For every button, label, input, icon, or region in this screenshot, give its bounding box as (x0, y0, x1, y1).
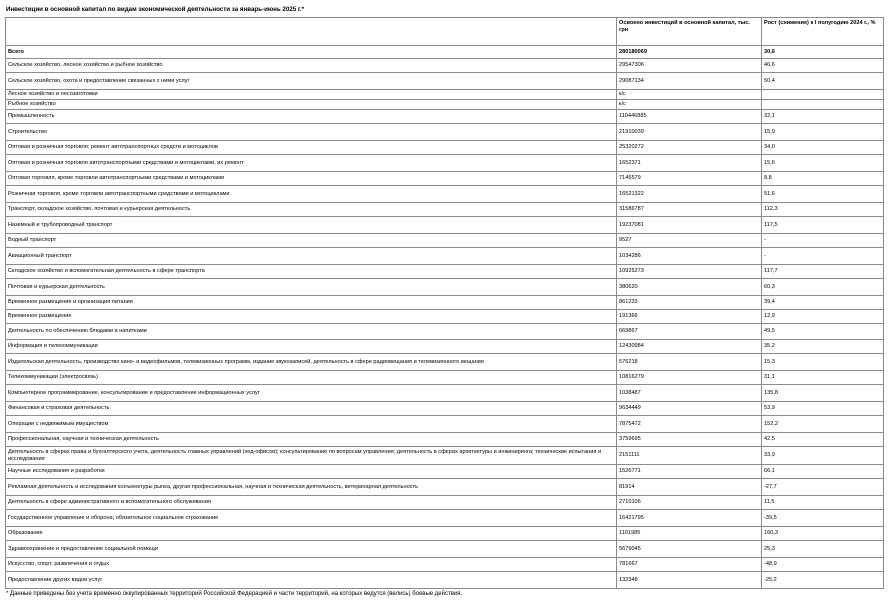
row-activity-name: Авиационный транспорт (6, 248, 617, 265)
table-row (6, 73, 884, 90)
row-invested-value: 81914 (617, 479, 762, 496)
row-growth-value: 11,5 (762, 496, 884, 510)
row-invested-value: к/с (617, 90, 762, 100)
table-row (6, 59, 884, 73)
row-activity-name: Рекламная деятельность и исследования конъюнктуры рынка, другая профессиональная, научная и техническая деятельность, ветеринарная деятельность (6, 479, 617, 496)
row-growth-value: 31,1 (762, 371, 884, 385)
table-row (6, 558, 884, 572)
row-invested-value: 5679045 (617, 541, 762, 558)
row-invested-value: 29547306 (617, 59, 762, 73)
row-activity-name: Государственное управление и оборона; обязательное социальное страхование (6, 510, 617, 527)
row-growth-value: 152,2 (762, 416, 884, 433)
row-growth-value (762, 90, 884, 100)
row-activity-name: Научные исследования и разработки (6, 465, 617, 479)
row-growth-value: 112,3 (762, 203, 884, 217)
table-row (6, 324, 884, 340)
row-activity-name: Деятельность в сферах права и бухгалтерского учета, деятельность главных управлений (хед-офисов); консультирование по вопросам управления; деятельность в сферах архитектуры и инжиниринга; технические испытания и исследования (6, 447, 617, 465)
row-invested-value: 7875472 (617, 416, 762, 433)
table-row (6, 340, 884, 354)
table-row (6, 141, 884, 155)
row-growth-value: 160,3 (762, 527, 884, 541)
row-activity-name: Лесное хозяйство и лесозаготовки (6, 90, 617, 100)
row-growth-value: -39,5 (762, 510, 884, 527)
row-invested-value: 25320272 (617, 141, 762, 155)
row-activity-name: Строительство (6, 124, 617, 141)
row-invested-value: 861233 (617, 296, 762, 310)
table-row (6, 124, 884, 141)
row-invested-value: 7146579 (617, 172, 762, 186)
row-growth-value: -27,7 (762, 479, 884, 496)
row-growth-value: 32,1 (762, 110, 884, 124)
table-row (6, 371, 884, 385)
row-invested-value: 16521322 (617, 186, 762, 203)
table-row (6, 172, 884, 186)
row-activity-name: Сельское хозяйство, охота и предоставление связанных с ними услуг (6, 73, 617, 90)
table-row (6, 541, 884, 558)
table-row (6, 447, 884, 465)
row-activity-name: Транспорт, складское хозяйство, почтовая и курьерская деятельность (6, 203, 617, 217)
row-growth-value: 42,5 (762, 433, 884, 447)
row-activity-name: Предоставление других видов услуг (6, 572, 617, 589)
row-invested-value: 1101985 (617, 527, 762, 541)
row-invested-value: 31586787 (617, 203, 762, 217)
table-row (6, 402, 884, 416)
row-activity-name: Рыбное хозяйство (6, 100, 617, 110)
row-invested-value: 781667 (617, 558, 762, 572)
row-activity-name: Складское хозяйство и вспомогательная деятельность в сфере транспорта (6, 265, 617, 279)
row-activity-name: Оптовая и розничная торговля; ремонт автотранспортных средств и мотоциклов (6, 141, 617, 155)
row-activity-name: Всего (6, 46, 617, 59)
row-activity-name: Здравоохранение и предоставление социальной помощи (6, 541, 617, 558)
table-row (6, 100, 884, 110)
table-row (6, 572, 884, 589)
table-row (6, 110, 884, 124)
row-activity-name: Операции с недвижимым имуществом (6, 416, 617, 433)
row-activity-name: Информация и телекоммуникации (6, 340, 617, 354)
table-row (6, 385, 884, 402)
row-growth-value (762, 100, 884, 110)
table-row (6, 155, 884, 172)
table-row (6, 310, 884, 324)
header-growth: Рост (снижение) к I полугодию 2024 г., % (762, 18, 884, 46)
table-row (6, 496, 884, 510)
table-row (6, 296, 884, 310)
row-invested-value: 669867 (617, 324, 762, 340)
row-invested-value: 9634449 (617, 402, 762, 416)
table-row (6, 186, 884, 203)
row-invested-value: 1652371 (617, 155, 762, 172)
row-growth-value: 25,3 (762, 541, 884, 558)
investment-table (5, 17, 884, 589)
row-activity-name: Оптовая торговля, кроме торговли автотранспортными средствами и мотоциклами (6, 172, 617, 186)
row-invested-value: 9527 (617, 234, 762, 248)
row-invested-value: 12430984 (617, 340, 762, 354)
row-invested-value: 191366 (617, 310, 762, 324)
row-growth-value: 135,8 (762, 385, 884, 402)
row-growth-value: 53,9 (762, 402, 884, 416)
table-row (6, 416, 884, 433)
row-growth-value: 51,6 (762, 186, 884, 203)
row-growth-value: 12,9 (762, 310, 884, 324)
row-activity-name: Водный транспорт (6, 234, 617, 248)
table-row (6, 527, 884, 541)
table-row (6, 465, 884, 479)
row-invested-value: 2710106 (617, 496, 762, 510)
row-activity-name: Оптовая и розничная торговля автотранспортными средствами и мотоциклами, их ремонт (6, 155, 617, 172)
header-invested: Освоено инвестиций в основной капитал, тыс. грн (617, 18, 762, 46)
row-growth-value: 49,5 (762, 324, 884, 340)
row-activity-name: Деятельность по обеспечению блюдами и напитками (6, 324, 617, 340)
table-body (6, 46, 884, 589)
row-growth-value: 60,3 (762, 279, 884, 296)
row-growth-value: 33,9 (762, 447, 884, 465)
table-row (6, 217, 884, 234)
row-activity-name: Наземный и трубопроводный транспорт (6, 217, 617, 234)
row-activity-name: Издательская деятельность, производство кино- и видеофильмов, телевизионных программ, издание звукозаписей, деятельность в сфере радиовещания и телевизионного вещания (6, 354, 617, 371)
table-row (6, 203, 884, 217)
row-activity-name: Деятельность в сфере административного и вспомогательного обслуживания (6, 496, 617, 510)
row-growth-value: 15,3 (762, 354, 884, 371)
row-invested-value: 1526771 (617, 465, 762, 479)
row-growth-value: 15,9 (762, 124, 884, 141)
row-growth-value: 34,0 (762, 141, 884, 155)
row-growth-value: - (762, 234, 884, 248)
row-growth-value: 15,6 (762, 155, 884, 172)
row-growth-value: 117,7 (762, 265, 884, 279)
row-activity-name: Временное размещение и организация питания (6, 296, 617, 310)
table-row (6, 248, 884, 265)
row-activity-name: Промышленность (6, 110, 617, 124)
table-row (6, 90, 884, 100)
row-growth-value: 46,6 (762, 59, 884, 73)
row-growth-value: - (762, 248, 884, 265)
row-activity-name: Профессиональная, научная и техническая деятельность (6, 433, 617, 447)
row-activity-name: Почтовая и курьерская деятельность (6, 279, 617, 296)
row-growth-value: 117,5 (762, 217, 884, 234)
table-row (6, 510, 884, 527)
row-growth-value: 30,6 (762, 46, 884, 59)
row-invested-value: 29087134 (617, 73, 762, 90)
header-activity (6, 18, 617, 46)
row-invested-value: 110446885 (617, 110, 762, 124)
row-activity-name: Временное размещение (6, 310, 617, 324)
row-invested-value: 10925273 (617, 265, 762, 279)
footnote: * Данные приведены без учета временно оккупированных территорий Российской Федерацией и части территорий, на которых ведутся (велись) боевые действия. (6, 591, 463, 597)
row-invested-value: 132348 (617, 572, 762, 589)
row-activity-name: Сельское хозяйство, лесное хозяйство и рыбное хозяйство (6, 59, 617, 73)
row-growth-value: 50,4 (762, 73, 884, 90)
table-row (6, 46, 884, 59)
table-row (6, 234, 884, 248)
row-activity-name: Телекоммуникации (электросвязь) (6, 371, 617, 385)
row-activity-name: Образование (6, 527, 617, 541)
row-activity-name: Компьютерное программирование, консультирование и предоставление информационных услуг (6, 385, 617, 402)
row-invested-value: 380620 (617, 279, 762, 296)
table-row (6, 354, 884, 371)
row-invested-value: 16421795 (617, 510, 762, 527)
row-growth-value: -25,2 (762, 572, 884, 589)
row-activity-name: Розничная торговля, кроме торговли автотранспортными средствами и мотоциклами (6, 186, 617, 203)
row-invested-value: 19237081 (617, 217, 762, 234)
table-row (6, 279, 884, 296)
row-invested-value: 3759695 (617, 433, 762, 447)
table-row (6, 265, 884, 279)
table-row (6, 433, 884, 447)
row-activity-name: Искусство, спорт, развлечения и отдых (6, 558, 617, 572)
row-invested-value: 21910039 (617, 124, 762, 141)
row-growth-value: 39,4 (762, 296, 884, 310)
row-growth-value: 66,1 (762, 465, 884, 479)
row-invested-value: 10816279 (617, 371, 762, 385)
table-title: Инвестиции в основной капитал по видам экономической деятельности за январь-июнь 2025 г.* (6, 6, 304, 13)
row-invested-value: 2151111 (617, 447, 762, 465)
row-invested-value: 1038487 (617, 385, 762, 402)
row-invested-value: к/с (617, 100, 762, 110)
row-activity-name: Финансовая и страховая деятельность (6, 402, 617, 416)
row-growth-value: 8,8 (762, 172, 884, 186)
table-row (6, 479, 884, 496)
row-growth-value: -48,9 (762, 558, 884, 572)
row-invested-value: 1034286 (617, 248, 762, 265)
row-invested-value: 576218 (617, 354, 762, 371)
row-invested-value: 280180069 (617, 46, 762, 59)
table-header-row (6, 18, 884, 46)
row-growth-value: 35,2 (762, 340, 884, 354)
